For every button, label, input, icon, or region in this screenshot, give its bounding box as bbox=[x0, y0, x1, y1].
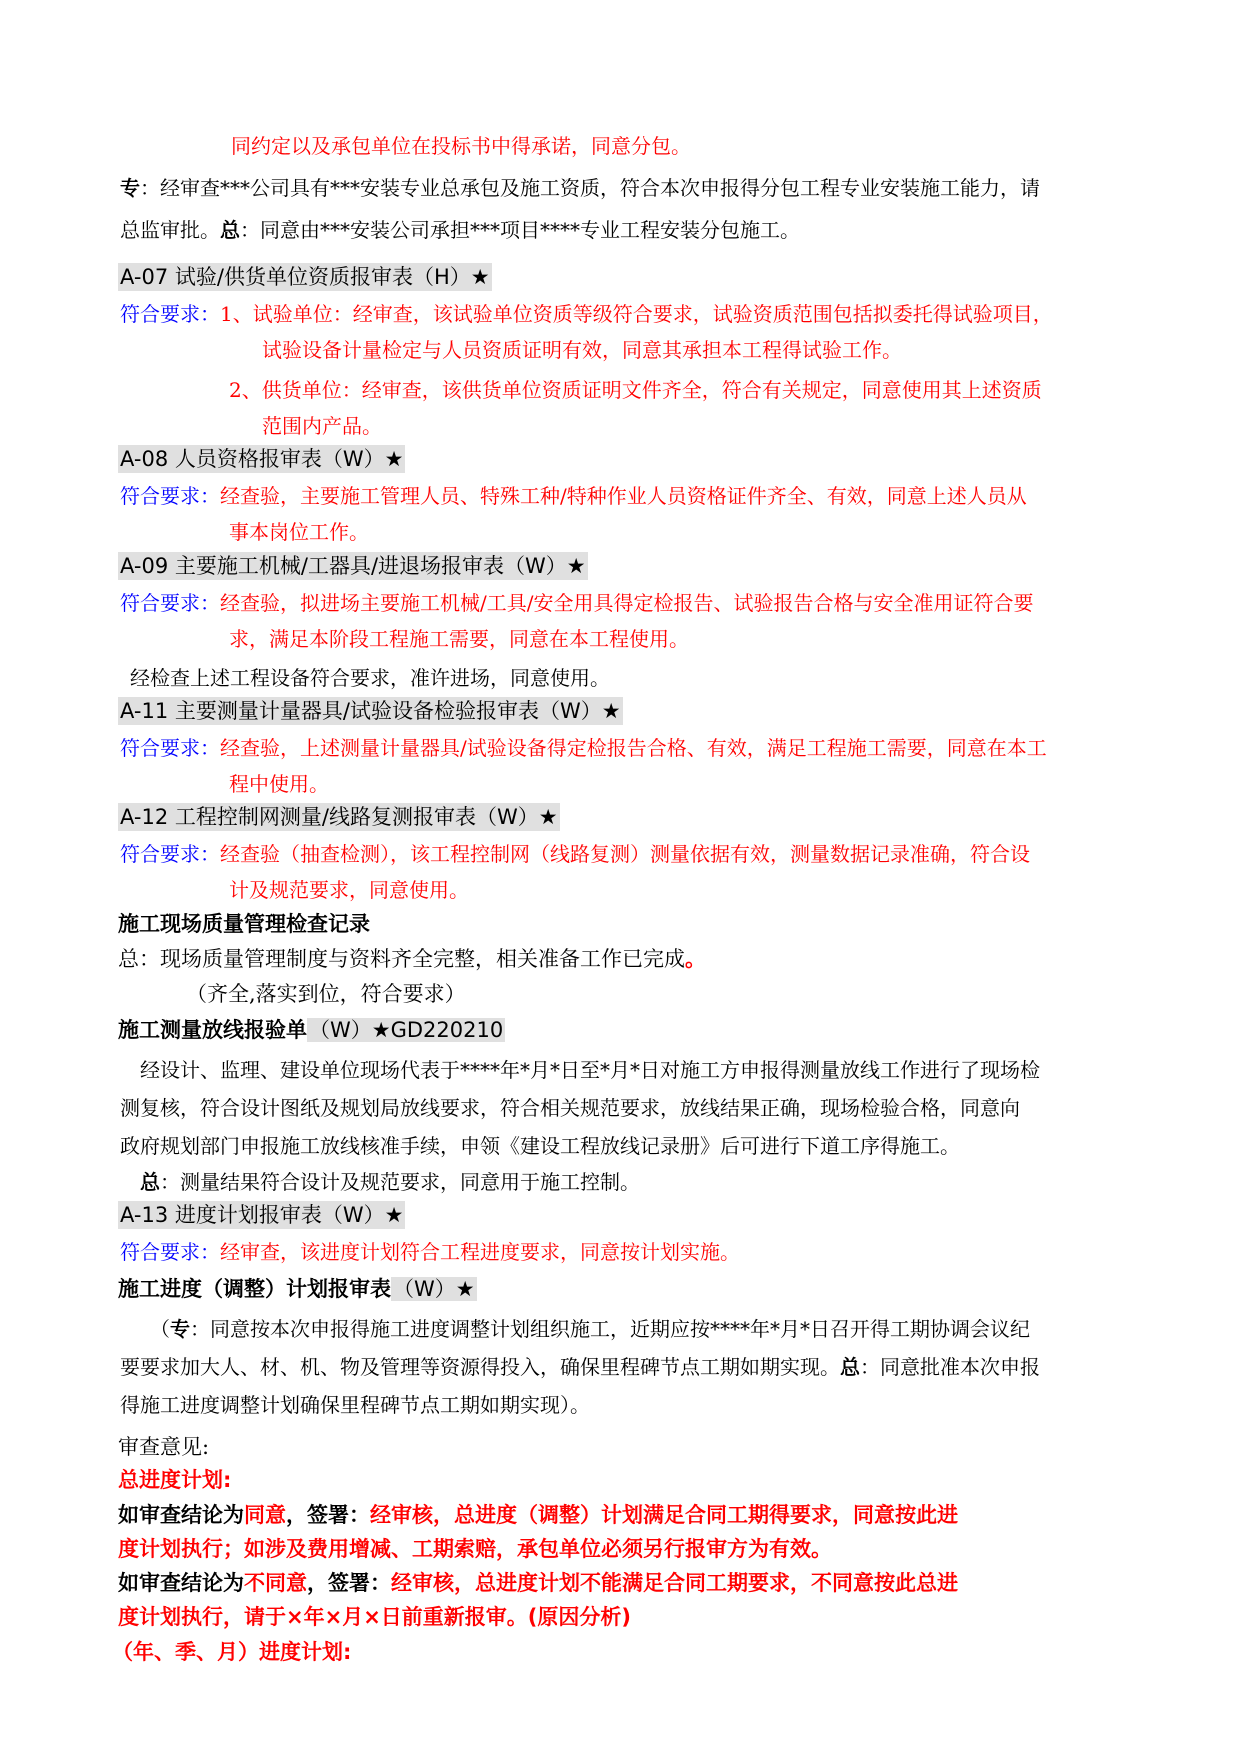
top-line-1: 同约定以及承包单位在投标书中得承诺，同意分包。 bbox=[231, 134, 691, 158]
disagree-prefix: 如审查结论为 bbox=[118, 1571, 244, 1595]
a11-line1 bbox=[120, 734, 1047, 762]
a08-line2: 事本岗位工作。 bbox=[229, 520, 369, 544]
disagree-sign-label: ，签署： bbox=[307, 1571, 391, 1595]
a09-title: A-09 主要施工机械/工器具/进退场报审表（W）★ bbox=[120, 554, 586, 578]
disagree-word: 不同意 bbox=[244, 1571, 307, 1595]
agree-word: 同意 bbox=[244, 1503, 286, 1527]
a09-line1 bbox=[120, 589, 1033, 617]
progress-line1-start: （ bbox=[150, 1317, 170, 1341]
a12-title: A-12 工程控制网测量/线路复测报审表（W）★ bbox=[120, 805, 558, 829]
quality-dot: 。 bbox=[685, 946, 706, 971]
a07-item1-text: 1、试验单位：经审查，该试验单位资质等级符合要求，试验资质范围包括拟委托得试验项目， bbox=[220, 302, 1053, 326]
progress-title-main: 施工进度（调整）计划报审表 bbox=[118, 1277, 391, 1301]
review-overall: 总进度计划: bbox=[118, 1468, 232, 1492]
a09-line1-text: 经查验，拟进场主要施工机械/工具/安全用具得定检报告、试验报告合格与安全准用证符合要 bbox=[220, 591, 1034, 615]
progress-zhuan-label: 专 bbox=[170, 1317, 190, 1341]
a07-item1-line1 bbox=[120, 300, 1053, 328]
a13-title: A-13 进度计划报审表（W）★ bbox=[120, 1203, 404, 1227]
a11-line1-text: 经查验，上述测量计量器具/试验设备得定检报告合格、有效，满足工程施工需要，同意在本工 bbox=[220, 736, 1047, 760]
quality-line1 bbox=[118, 945, 706, 973]
a08-req-label: 符合要求： bbox=[120, 484, 220, 508]
survey-title-main: 施工测量放线报验单 bbox=[118, 1018, 307, 1042]
a08-line1 bbox=[120, 482, 1027, 510]
top-line-2-text: ：经审查***公司具有***安装专业总承包及施工资质，符合本次申报得分包工程专业安装施工能力，请 bbox=[140, 176, 1040, 200]
progress-line2-text: ：同意批准本次申报 bbox=[860, 1355, 1040, 1379]
zong-label: 总 bbox=[220, 218, 240, 242]
a13-line1 bbox=[120, 1238, 740, 1266]
a09-line2: 求，满足本阶段工程施工需要，同意在本工程使用。 bbox=[229, 627, 689, 651]
survey-line4 bbox=[140, 1168, 640, 1196]
review-agree-line2: 度计划执行；如涉及费用增减、工期索赔，承包单位必须另行报审方为有效。 bbox=[118, 1537, 832, 1561]
quality-title: 施工现场质量管理检查记录 bbox=[118, 912, 370, 936]
a08-line1-text: 经查验，主要施工管理人员、特殊工种/特种作业人员资格证件齐全、有效，同意上述人员从 bbox=[220, 484, 1027, 508]
disagree-text-1: 经审核，总进度计划不能满足合同工期要求，不同意按此总进 bbox=[391, 1571, 958, 1595]
a13-req-label: 符合要求： bbox=[120, 1240, 220, 1264]
quality-line1-text: 总：现场质量管理制度与资料齐全完整，相关准备工作已完成 bbox=[118, 947, 685, 971]
progress-line1 bbox=[150, 1315, 1030, 1343]
survey-line4-text: ：测量结果符合设计及规范要求，同意用于施工控制。 bbox=[160, 1170, 640, 1194]
progress-line3: 得施工进度调整计划确保里程碑节点工期如期实现）。 bbox=[120, 1393, 590, 1417]
review-agree-line1 bbox=[118, 1501, 958, 1529]
progress-line2 bbox=[120, 1353, 1040, 1381]
a11-line2: 程中使用。 bbox=[229, 772, 329, 796]
a12-line1 bbox=[120, 840, 1030, 868]
agree-prefix: 如审查结论为 bbox=[118, 1503, 244, 1527]
top-line-3 bbox=[120, 216, 800, 244]
progress-line2-start: 要要求加大人、材、机、物及管理等资源得投入，确保里程碑节点工期如期实现。 bbox=[120, 1355, 840, 1379]
a07-req-label: 符合要求： bbox=[120, 302, 220, 326]
survey-zong-label: 总 bbox=[140, 1170, 160, 1194]
review-label: 审查意见: bbox=[118, 1435, 210, 1459]
a13-line1-text: 经审查，该进度计划符合工程进度要求，同意按计划实施。 bbox=[220, 1240, 740, 1264]
a12-line1-text: 经查验（抽查检测），该工程控制网（线路复测）测量依据有效，测量数据记录准确，符合设 bbox=[220, 842, 1030, 866]
a08-title: A-08 人员资格报审表（W）★ bbox=[120, 447, 404, 471]
review-periodic: （年、季、月）进度计划: bbox=[112, 1640, 352, 1664]
a07-item1-line2: 试验设备计量检定与人员资质证明有效，同意其承担本工程得试验工作。 bbox=[262, 338, 902, 362]
progress-title-tail: （W）★ bbox=[393, 1277, 475, 1301]
progress-zong-label: 总 bbox=[840, 1355, 860, 1379]
a07-item2-line1: 2、供货单位：经审查，该供货单位资质证明文件齐全，符合有关规定，同意使用其上述资质 bbox=[229, 378, 1042, 402]
survey-line1: 经设计、监理、建设单位现场代表于****年*月*日至*月*日对施工方申报得测量放线工作进行了现场检 bbox=[140, 1058, 1040, 1082]
a07-title: A-07 试验/供货单位资质报审表（H）★ bbox=[120, 265, 490, 289]
top-line-3-text: ：同意由***安装公司承担***项目****专业工程安装分包施工。 bbox=[240, 218, 800, 242]
zhuan-label: 专 bbox=[120, 176, 140, 200]
a09-extra: 经检查上述工程设备符合要求，准许进场，同意使用。 bbox=[130, 666, 610, 690]
review-disagree-line1 bbox=[118, 1569, 958, 1597]
a07-item2-line2: 范围内产品。 bbox=[262, 414, 382, 438]
a12-line2: 计及规范要求，同意使用。 bbox=[229, 878, 469, 902]
a11-req-label: 符合要求： bbox=[120, 736, 220, 760]
a11-title: A-11 主要测量计量器具/试验设备检验报审表（W）★ bbox=[120, 699, 621, 723]
progress-title bbox=[118, 1275, 477, 1303]
progress-line1-text: ：同意按本次申报得施工进度调整计划组织施工，近期应按****年*月*日召开得工期协调会议纪 bbox=[190, 1317, 1030, 1341]
survey-title-tail: （W）★GD220210 bbox=[309, 1018, 504, 1042]
review-disagree-line2: 度计划执行，请于×年×月×日前重新报审。(原因分析) bbox=[118, 1605, 631, 1629]
quality-line2: （齐全,落实到位，符合要求） bbox=[186, 982, 466, 1006]
survey-line2: 测复核，符合设计图纸及规划局放线要求，符合相关规范要求，放线结果正确，现场检验合格，同意向 bbox=[120, 1096, 1020, 1120]
agree-sign-label: ，签署： bbox=[286, 1503, 370, 1527]
survey-title bbox=[118, 1016, 505, 1044]
a09-req-label: 符合要求： bbox=[120, 591, 220, 615]
survey-line3: 政府规划部门申报施工放线核准手续，申领《建设工程放线记录册》后可进行下道工序得施工。 bbox=[120, 1134, 960, 1158]
a12-req-label: 符合要求： bbox=[120, 842, 220, 866]
top-line-2 bbox=[120, 174, 1040, 202]
top-line-3-start: 总监审批。 bbox=[120, 218, 220, 242]
agree-text-1: 经审核，总进度（调整）计划满足合同工期得要求，同意按此进 bbox=[370, 1503, 958, 1527]
